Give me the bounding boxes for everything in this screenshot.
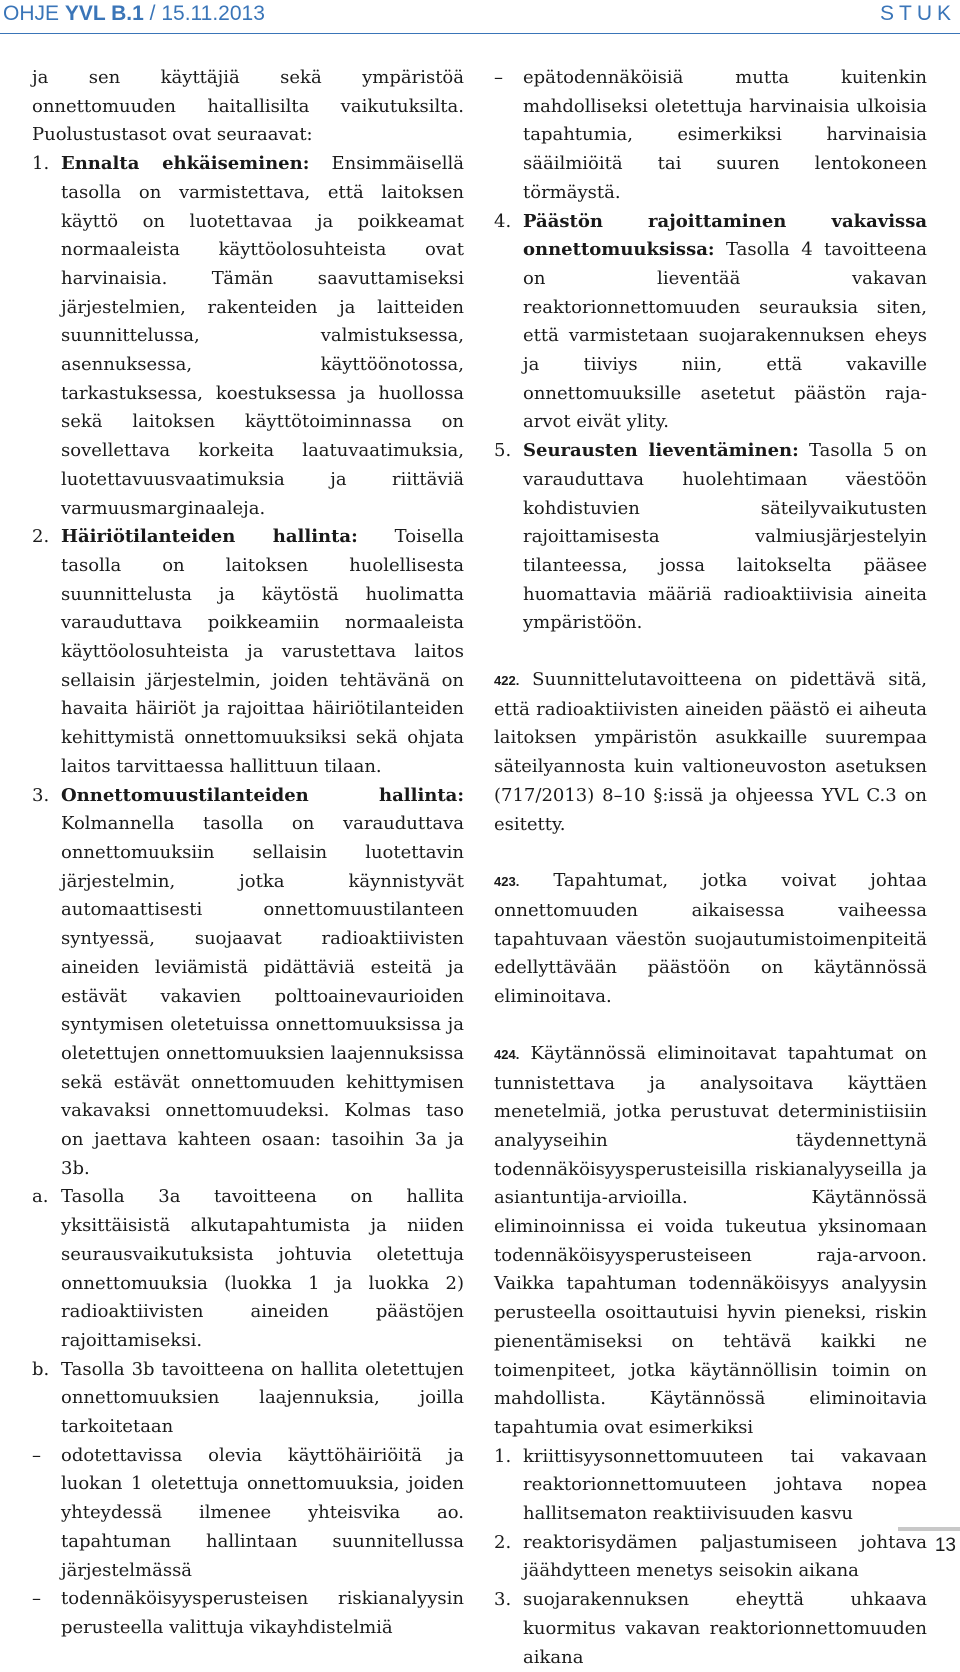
header-ohje: OHJE (3, 2, 65, 25)
item-text: Tasolla 4 tavoitteena on lieventää vakavan reaktorionnettomuuden seurauksia siten, että varmistetaan suojarakennuksen eheys ja tiiviys niin, että vakaville onnettomuuksille asetetut päästön raja-arvot eivät ylity. (523, 239, 927, 433)
item-number: 1. (32, 153, 50, 175)
paragraph-number: 423. (494, 874, 520, 890)
list-item (494, 1529, 927, 1586)
list-item (494, 1586, 927, 1672)
paragraph-text: Tapahtumat, jotka voivat johtaa onnettomuuden aikaisessa vaiheessa tapahtuvaan väestön suojautumistoimenpiteitä edellyttävään päästöön on käytännössä eliminoitava. (494, 870, 927, 1008)
level-3b (32, 1356, 464, 1442)
right-column (494, 64, 927, 1672)
spacer (494, 1012, 927, 1040)
dash-mark: – (32, 1444, 41, 1466)
left-column (32, 64, 464, 1643)
defense-level-4 (494, 208, 927, 438)
guide-identifier (3, 2, 265, 26)
dash-item (32, 1585, 464, 1642)
item-number: 4. (494, 210, 512, 232)
item-title: Päästön rajoittaminen vakavissa onnettomuuksissa: (523, 210, 927, 261)
paragraph-423 (494, 867, 927, 1012)
list-number: 2. (494, 1531, 512, 1553)
spacer (494, 638, 927, 666)
dash-item (32, 1442, 464, 1586)
paragraph-number: 422. (494, 673, 520, 689)
item-text: Ensimmäisellä tasolla on varmistettava, että laitoksen käyttö on luotettavaa ja poikkeamat normaaleista käyttöolosuhteista ovat harvinaisia. Tämän saavuttamiseksi järjestelmien, rakenteiden ja laitteiden suunnittelussa, valmistuksessa, asennuksessa, käyttöönotossa, tarkastuksessa, koestuksessa ja huollossa sekä laitoksen käyttötoiminnassa on sovellettava korkeita laatuvaatimuksia, luotettavuusvaatimuksia ja riittäviä varmuusmarginaaleja. (61, 153, 464, 519)
item-text: Toisella tasolla on laitoksen huolellisesta suunnittelusta ja käytöstä huolimatta varauduttava poikkeamiin normaaleista käyttöolosuhteista ja varustettava laitos sellaisin järjestelmin, joiden tehtävänä on havaita häiriöt ja rajoittaa häiriötilanteiden kehittymistä onnettomuuksiksi sekä ohjata laitos tarvittaessa hallittuun tilaan. (61, 526, 465, 777)
header-organization: STUK (879, 2, 956, 25)
list-number: 3. (494, 1589, 512, 1611)
dash-mark: – (494, 67, 503, 88)
defense-level-5 (494, 437, 927, 638)
spacer (494, 839, 927, 867)
item-title: Seurausten lieventäminen: (523, 440, 799, 462)
item-title: Onnettomuustilanteiden hallinta: (61, 784, 464, 806)
dash-item (494, 64, 927, 208)
intro-paragraph: ja sen käyttäjiä sekä ympäristöä onnettomuuden haitallisilta vaikutuksilta. Puolustustasot ovat seuraavat: (32, 67, 464, 146)
item-number: 2. (32, 526, 50, 548)
level-3a (32, 1183, 464, 1355)
header-rule (0, 33, 960, 34)
paragraph-number: 424. (494, 1046, 520, 1062)
list-number: 1. (494, 1445, 512, 1467)
list-text: suojarakennuksen eheyttä uhkaava kuormitus vakavan reaktorionnettomuuden aikana (523, 1589, 927, 1668)
paragraph-text: Suunnittelutavoitteena on pidettävä sitä, että radioaktiivisten aineiden päästö ei aiheuta laitoksen ympäristön asukkaille suurempaa säteilyannosta kuin valtioneuvoston asetuksen (717/2013) 8–10 §:issä ja ohjeessa YVL C.3 on esitetty. (494, 669, 927, 835)
page-number: 13 (934, 1535, 956, 1556)
list-text: reaktorisydämen paljastumiseen johtava jäähdytteen menetys seisokin aikana (523, 1531, 927, 1582)
item-title: Häiriötilanteiden hallinta: (61, 526, 358, 548)
dash-text: epätodennäköisiä mutta kuitenkin mahdolliseksi oletettuja harvinaisia ulkoisia tapahtumia, esimerkiksi harvinaisia sääilmiöitä tai suuren lentokoneen törmäystä. (523, 67, 927, 203)
sub-item-label: b. (32, 1358, 50, 1380)
dash-text: todennäköisyysperusteisen riskianalyysin perusteella valittuja vikayhdistelmiä (61, 1588, 464, 1638)
item-title: Ennalta ehkäiseminen: (61, 153, 310, 175)
defense-level-1 (32, 150, 464, 523)
sub-item-text: Tasolla 3b tavoitteena on hallita oletettujen onnettomuuksien laajennuksia, joilla tarkoitetaan (61, 1358, 464, 1438)
header-guide-code: YVL B.1 (64, 2, 144, 25)
page-header (0, 0, 960, 34)
sub-item-text: Tasolla 3a tavoitteena on hallita yksittäisistä alkutapahtumista ja niiden seurausvaikutuksista johtuvia oletettuja onnettomuuksia (luokka 1 ja luokka 2) radioaktiivisten aineiden päästöjen rajoittamiseksi. (61, 1186, 464, 1351)
header-date: / 15.11.2013 (143, 2, 265, 25)
paragraph-424 (494, 1040, 927, 1443)
list-item (494, 1443, 927, 1529)
item-number: 3. (32, 784, 50, 806)
sub-item-label: a. (32, 1186, 49, 1208)
item-text: Tasolla 5 on varauduttava huolehtimaan väestöön kohdistuvien säteilyvaikutusten rajoittamisesta valmiusjärjestelyin tilanteessa, jossa laitokselta pääsee huomattavia määriä radioaktiivisia aineita ympäristöön. (523, 440, 927, 634)
defense-level-3 (32, 782, 464, 1184)
item-number: 5. (494, 440, 512, 462)
page-number-rule (898, 1527, 960, 1531)
defense-level-2 (32, 523, 464, 781)
paragraph-422 (494, 666, 927, 839)
dash-text: odotettavissa olevia käyttöhäiriöitä ja luokan 1 oletettuja onnettomuuksia, joiden yhteydessä ilmenee yhteisvika ao. tapahtuman hallintaan suunnitellussa järjestelmässä (61, 1444, 464, 1581)
list-text: kriittisyysonnettomuuteen tai vakavaan reaktorionnettomuuteen johtava nopea hallitsematon reaktiivisuuden kasvu (523, 1445, 927, 1525)
paragraph-text: Käytännössä eliminoitavat tapahtumat on tunnistettava ja analysoitava käyttäen menetelmiä, jotka perustuvat deterministiisiin analyyseihin täydennettynä todennäköisyysperusteisilla riskianalyyseilla ja asiantuntija-arvioilla. Käytännössä eliminoinnissa ei voida tukeutua yksinomaan todennäköisyysperusteiseen raja-arvoon. Vaikka tapahtuman todennäköisyys analyysin perusteella osoittautuisi hyvin pieneksi, riskin pienentämiseksi on tehtävä kaikki ne toimenpiteet, jotka käytännöllisin toimin on mahdollista. Käytännössä eliminoitavia tapahtumia ovat esimerkiksi (494, 1042, 927, 1438)
item-text: Kolmannella tasolla on varauduttava onnettomuuksiin sellaisin luotettavin järjestelmin, jotka käynnistyvät automaattisesti onnettomuustilanteen syntyessä, suojaavat radioaktiivisten aineiden leviämistä pidättäviä esteitä ja estävät vakavien polttoainevaurioiden syntymisen oletetuissa onnettomuuksissa ja oletettujen onnettomuuksien laajennuksissa sekä estävät onnettomuuden kehittymisen vakavaksi onnettomuudeksi. Kolmas taso on jaettava kahteen osaan: tasoihin 3a ja 3b. (61, 813, 464, 1179)
dash-mark: – (32, 1588, 41, 1610)
